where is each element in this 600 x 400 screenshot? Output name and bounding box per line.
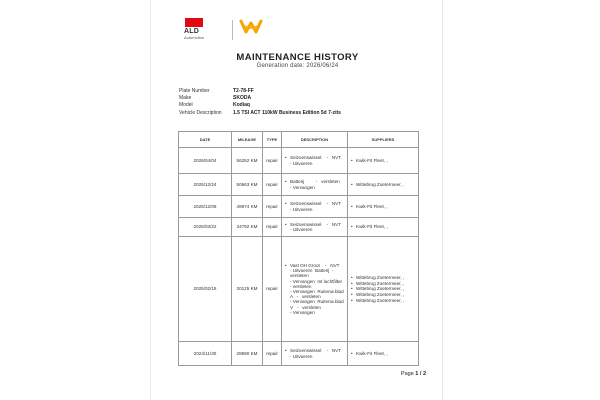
cell-suppliers	[348, 196, 419, 218]
description-list	[284, 155, 345, 165]
description-value: 1.5 TSI ACT 110kW Business Edition 5d 7-zits	[233, 109, 341, 116]
cell-suppliers	[348, 342, 419, 366]
cell-description	[282, 237, 348, 342]
page-number	[401, 371, 426, 377]
supplier-item: • Wittebrug Zoetermeer, ,	[350, 182, 416, 187]
cell-date: 2025/12/24	[179, 174, 232, 196]
model-value: Kodiaq	[233, 102, 250, 109]
cell-mileage: 30125 KM	[232, 237, 263, 342]
table-row	[179, 148, 419, 174]
header-date: DATE	[179, 132, 232, 148]
description-list	[284, 348, 345, 358]
make-label: Make	[179, 95, 192, 102]
cell-suppliers	[348, 148, 419, 174]
description-list	[284, 201, 345, 211]
supplier-item: • Wittebrug Zoetermeer, ,	[350, 298, 416, 303]
cell-suppliers	[348, 237, 419, 342]
generation-date: Generation date: 2026/06/24	[256, 63, 339, 69]
model-row	[179, 102, 341, 109]
description-label: Vehicle Description	[179, 109, 222, 116]
supplier-item: • Wittebrug Zoetermeer, ,	[350, 275, 416, 280]
cell-description	[282, 174, 348, 196]
document-page	[150, 0, 443, 400]
cell-type: repair	[263, 342, 282, 366]
table-row	[179, 196, 419, 218]
description-item: • Seizoenswissel - NVT - Uitvoeren	[284, 155, 345, 165]
supplier-list	[350, 182, 416, 187]
page-title: MAINTENANCE HISTORY	[236, 52, 359, 63]
cell-description	[282, 342, 348, 366]
cell-description	[282, 218, 348, 237]
model-label: Model	[179, 102, 193, 109]
cell-suppliers	[348, 218, 419, 237]
description-list	[284, 222, 345, 232]
supplier-item: • Kwik-Fit Fleet, ,	[350, 351, 416, 356]
cell-mileage: 28690 KM	[232, 342, 263, 366]
cell-mileage: 34792 KM	[232, 218, 263, 237]
table-row	[179, 237, 419, 342]
cell-mileage: 56252 KM	[232, 148, 263, 174]
supplier-list	[350, 224, 416, 229]
table-row	[179, 218, 419, 237]
ald-brand-name: ALD	[184, 28, 199, 35]
vehicle-info	[179, 88, 341, 117]
cell-date: 2025/03/22	[179, 218, 232, 237]
description-item: • Seizoenswissel - NVT - Uitvoeren	[284, 201, 345, 211]
cell-type: repair	[263, 218, 282, 237]
supplier-list	[350, 204, 416, 209]
cell-mileage: 49974 KM	[232, 196, 263, 218]
header-mileage: MILEAGE	[232, 132, 263, 148]
supplier-item: • Wittebrug Zoetermeer, ,	[350, 292, 416, 297]
header-type: TYPE	[263, 132, 282, 148]
cell-type: repair	[263, 196, 282, 218]
page-word: Page	[400, 371, 414, 377]
supplier-list	[350, 351, 416, 356]
supplier-list	[350, 158, 416, 163]
plate-row	[179, 88, 341, 95]
header-suppliers: SUPPLIERS	[348, 132, 419, 148]
cell-date: 2026/04/04	[179, 148, 232, 174]
table-row	[179, 342, 419, 366]
description-item: • Batterij - versleten - Vervangen	[284, 179, 345, 189]
description-row	[179, 110, 341, 117]
maintenance-table	[178, 131, 419, 366]
description-item: • Seizoenswissel - NVT - Uitvoeren	[284, 348, 345, 358]
supplier-item: • Wittebrug Zoetermeer, ,	[350, 281, 416, 286]
logo-divider	[232, 20, 233, 40]
supplier-item: • Kwik-Fit Fleet, ,	[350, 224, 416, 229]
header-description: DESCRIPTION	[282, 132, 348, 148]
cell-type: repair	[263, 237, 282, 342]
cell-description	[282, 148, 348, 174]
plate-label: Plate Number	[179, 88, 210, 94]
make-value: SKODA	[233, 95, 252, 102]
logo-bar	[184, 18, 263, 42]
supplier-item: • Kwik-Fit Fleet, ,	[350, 204, 416, 209]
page-count: 1 / 2	[415, 371, 426, 377]
supplier-list	[350, 275, 416, 303]
description-item: • Seizoenswissel - NVT - Uitvoeren	[284, 222, 345, 232]
description-list	[284, 263, 345, 315]
cell-description	[282, 196, 348, 218]
cell-date: 2024/11/30	[179, 342, 232, 366]
table-header-row	[179, 132, 419, 148]
cell-date: 2025/12/09	[179, 196, 232, 218]
cell-type: repair	[263, 174, 282, 196]
description-list	[284, 179, 345, 189]
cell-date: 2025/02/18	[179, 237, 232, 342]
supplier-item: • Kwik-Fit Fleet, ,	[350, 158, 416, 163]
ald-brand-sub: Automotive	[184, 35, 205, 40]
leaseplan-logo-icon	[239, 18, 263, 36]
table-row	[179, 174, 419, 196]
supplier-item: • Wittebrug Zoetermeer, ,	[350, 286, 416, 291]
cell-suppliers	[348, 174, 419, 196]
make-row	[179, 95, 341, 102]
ald-automotive-logo	[184, 18, 228, 42]
cell-mileage: 50663 KM	[232, 174, 263, 196]
ald-red-block	[185, 18, 203, 27]
description-item: • Vast OH Groot - NVT - Uitvoeren Batterij - versleten - Vervangen Int luchtfilter - versleten - Vervangen Ruitenw.blad A - versleten - Vervangen Ruitenw.blad V - versleten - Vervangen	[284, 263, 345, 315]
cell-type: repair	[263, 148, 282, 174]
plate-value: T2-78-FF	[233, 88, 254, 94]
